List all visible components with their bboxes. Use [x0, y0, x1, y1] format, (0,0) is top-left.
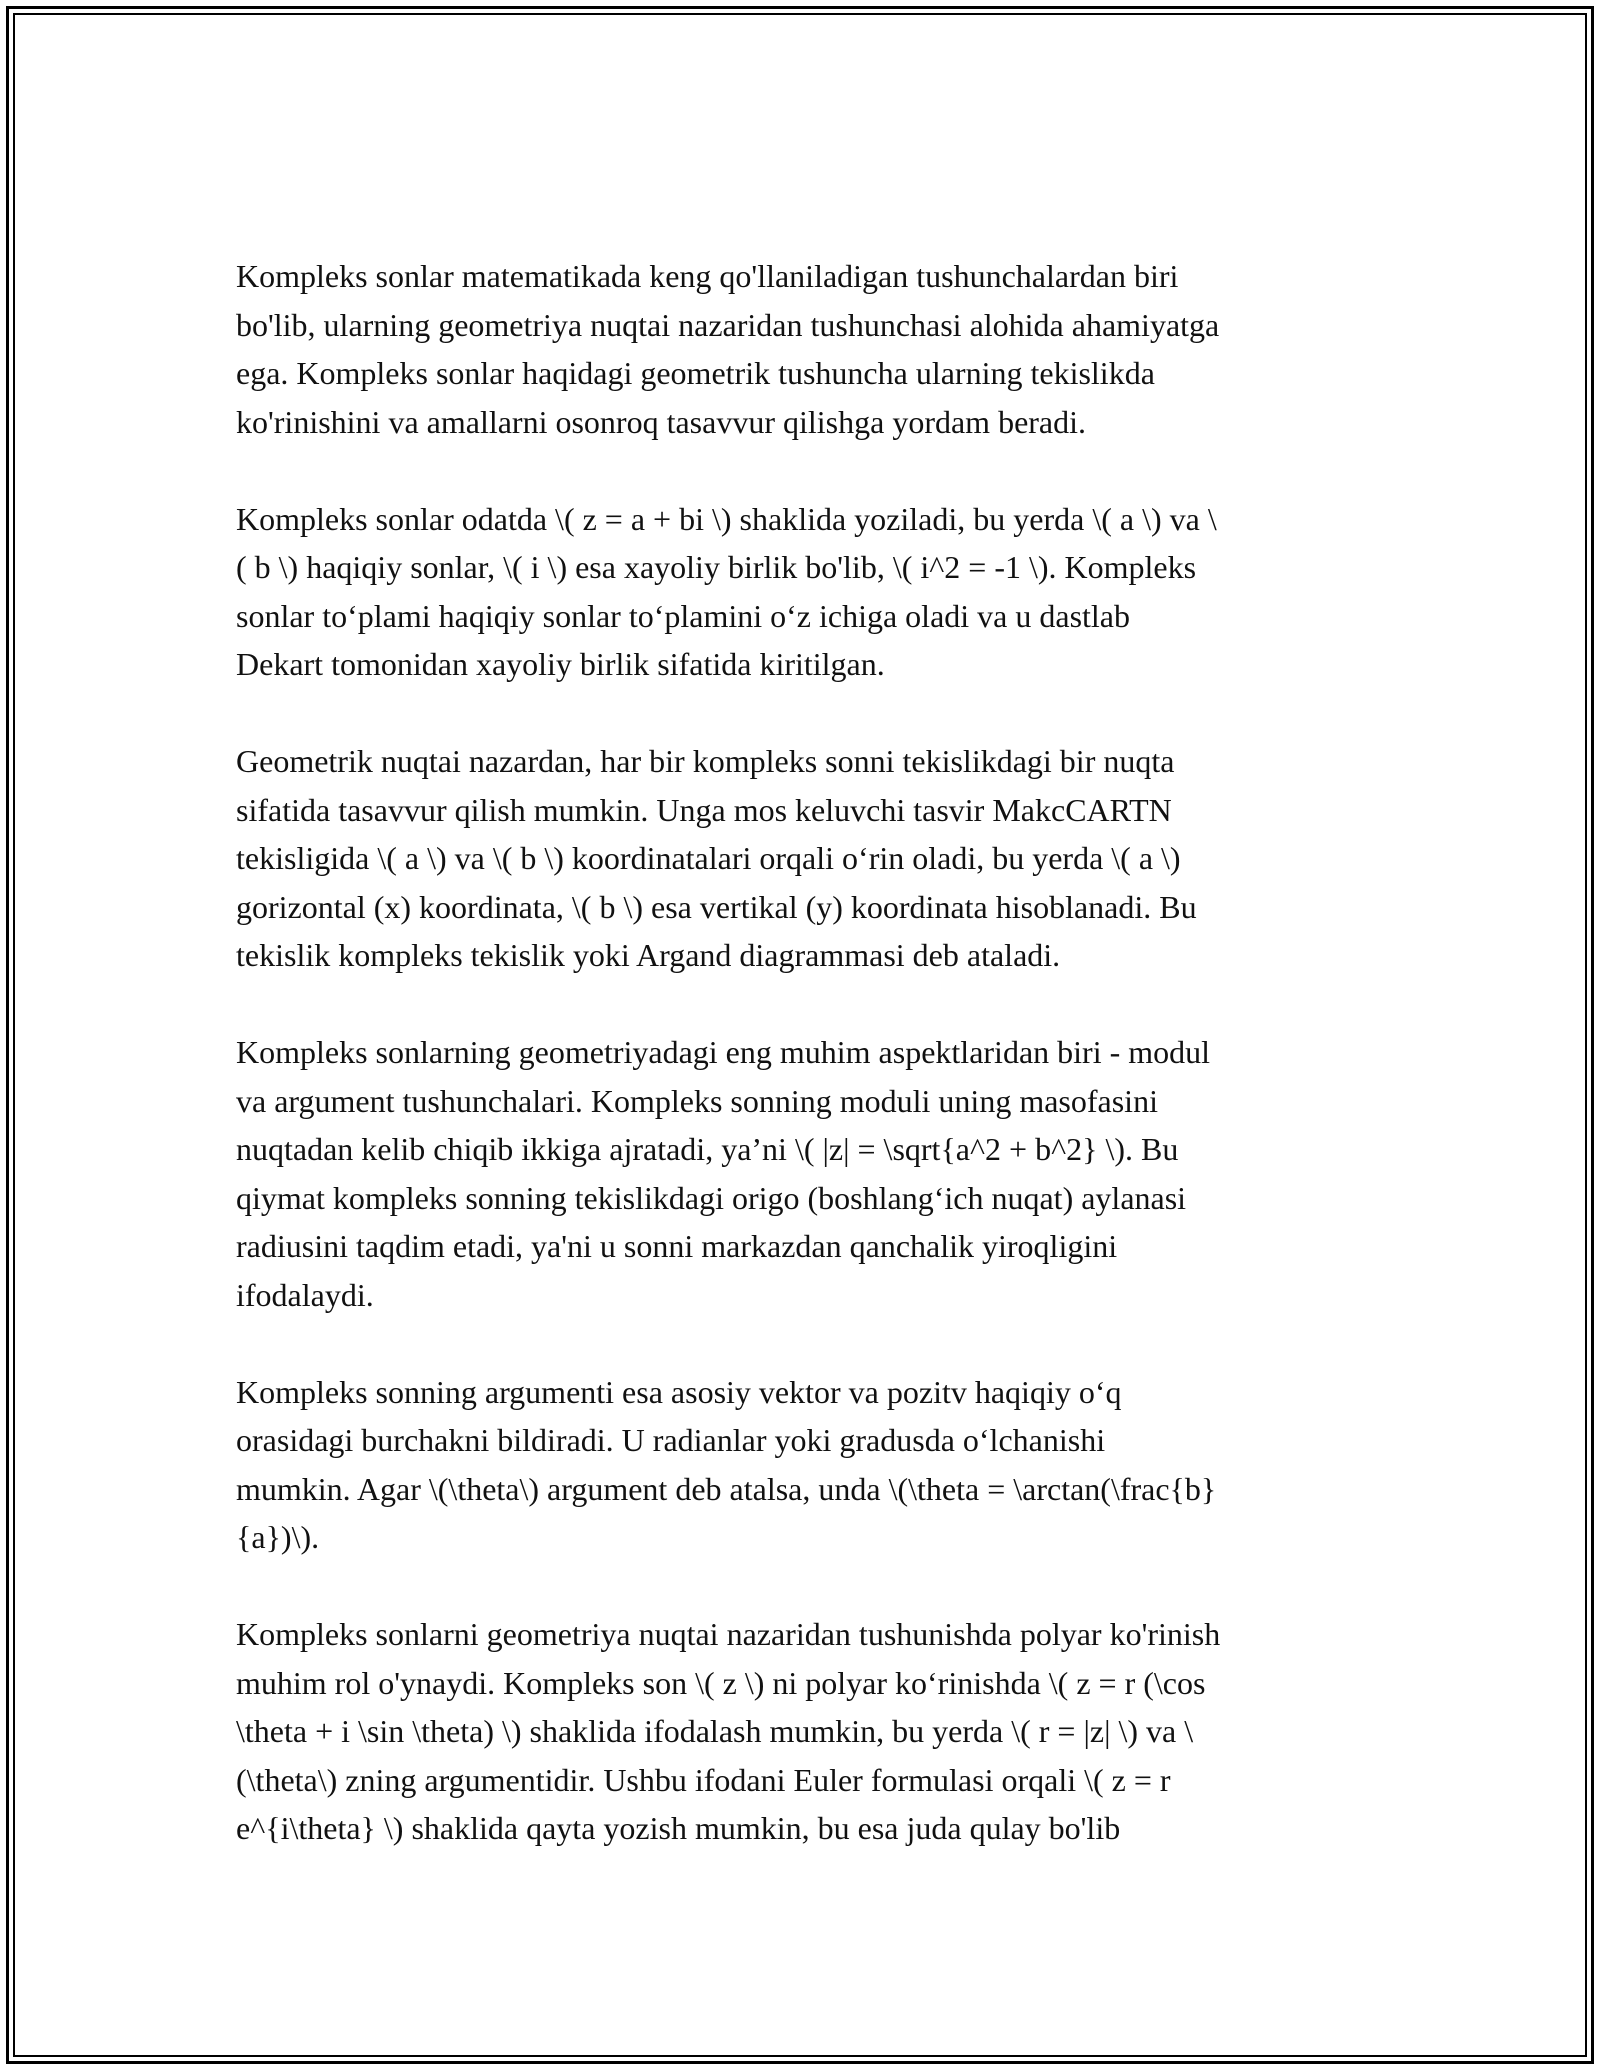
text-line: (\theta\) zning argumentidir. Ushbu ifodani Euler formulasi orqali \( z = r: [236, 1761, 1171, 1798]
text-line: tekislik kompleks tekislik yoki Argand diagrammasi deb ataladi.: [236, 937, 1061, 973]
paragraph-intro: [236, 252, 1366, 446]
paragraph-argument: [236, 1368, 1366, 1562]
text-line: Kompleks sonning argumenti esa asosiy vektor va pozitv haqiqiy o‘q: [236, 1373, 1122, 1410]
text-line: Kompleks sonlarni geometriya nuqtai nazaridan tushunishda polyar ko'rinish: [236, 1616, 1221, 1652]
text-line: \theta + i \sin \theta) \) shaklida ifodalash mumkin, bu yerda \( r = |z| \) va \: [236, 1713, 1194, 1749]
text-line: mumkin. Agar \(\theta\) argument deb atalsa, unda \(\theta = \arctan(\frac{b}: [236, 1470, 1217, 1507]
text-line: ifodalaydi.: [236, 1276, 374, 1313]
text-line: orasidagi burchakni bildiradi. U radianlar yoki gradusda o‘lchanishi: [236, 1422, 1106, 1458]
text-line: tekisligida \( a \) va \( b \) koordinatalari orqali o‘rin oladi, bu yerda \( a \): [236, 840, 1181, 876]
text-line: Kompleks sonlarning geometriyadagi eng muhim aspektlaridan biri - modul: [236, 1034, 1211, 1070]
text-line: bo'lib, ularning geometriya nuqtai nazaridan tushunchasi alohida ahamiyatga: [236, 306, 1220, 343]
paragraph-definition: [236, 495, 1366, 689]
text-line: nuqtadan kelib chiqib ikkiga ajratadi, ya’ni \( |z| = \sqrt{a^2 + b^2} \). Bu: [236, 1131, 1179, 1167]
text-line: Kompleks sonlar odatda \( z = a + bi \) shaklida yoziladi, bu yerda \( a \) va \: [236, 500, 1217, 537]
text-line: muhim rol o'ynaydi. Kompleks son \( z \) ni polyar ko‘rinishda \( z = r (\cos: [236, 1664, 1206, 1701]
text-line: Kompleks sonlar matematikada keng qo'llaniladigan tushunchalardan biri: [236, 258, 1179, 294]
text-line: ( b \) haqiqiy sonlar, \( i \) esa xayoliy birlik bo'lib, \( i^2 = -1 \). Kompleks: [236, 549, 1197, 585]
text-line: Dekart tomonidan xayoliy birlik sifatida kiritilgan.: [236, 646, 885, 682]
text-line: sonlar to‘plami haqiqiy sonlar to‘plamini o‘z ichiga oladi va u dastlab: [236, 597, 1130, 634]
text-line: ega. Kompleks sonlar haqidagi geometrik tushuncha ularning tekislikda: [236, 355, 1155, 391]
paragraph-modulus: [236, 1028, 1366, 1319]
text-line: va argument tushunchalari. Kompleks sonning moduli uning masofasini: [236, 1082, 1158, 1119]
paragraph-geometric-view: [236, 737, 1366, 980]
text-line: {a})\).: [236, 1519, 320, 1555]
text-line: ko'rinishini va amallarni osonroq tasavvur qilishga yordam beradi.: [236, 403, 1087, 440]
text-line: qiymat kompleks sonning tekislikdagi origo (boshlang‘ich nuqat) aylanasi: [236, 1179, 1187, 1216]
paragraph-polar-form: [236, 1610, 1366, 1853]
document-body: [236, 252, 1366, 1901]
text-line: e^{i\theta} \) shaklida qayta yozish mumkin, bu esa juda qulay bo'lib: [236, 1810, 1121, 1846]
text-line: sifatida tasavvur qilish mumkin. Unga mos keluvchi tasvir MakcCARTN: [236, 791, 1172, 828]
text-line: gorizontal (x) koordinata, \( b \) esa vertikal (y) koordinata hisoblanadi. Bu: [236, 888, 1197, 925]
text-line: radiusini taqdim etadi, ya'ni u sonni markazdan qanchalik yiroqligini: [236, 1228, 1118, 1264]
text-line: Geometrik nuqtai nazardan, har bir kompleks sonni tekislikdagi bir nuqta: [236, 743, 1175, 779]
